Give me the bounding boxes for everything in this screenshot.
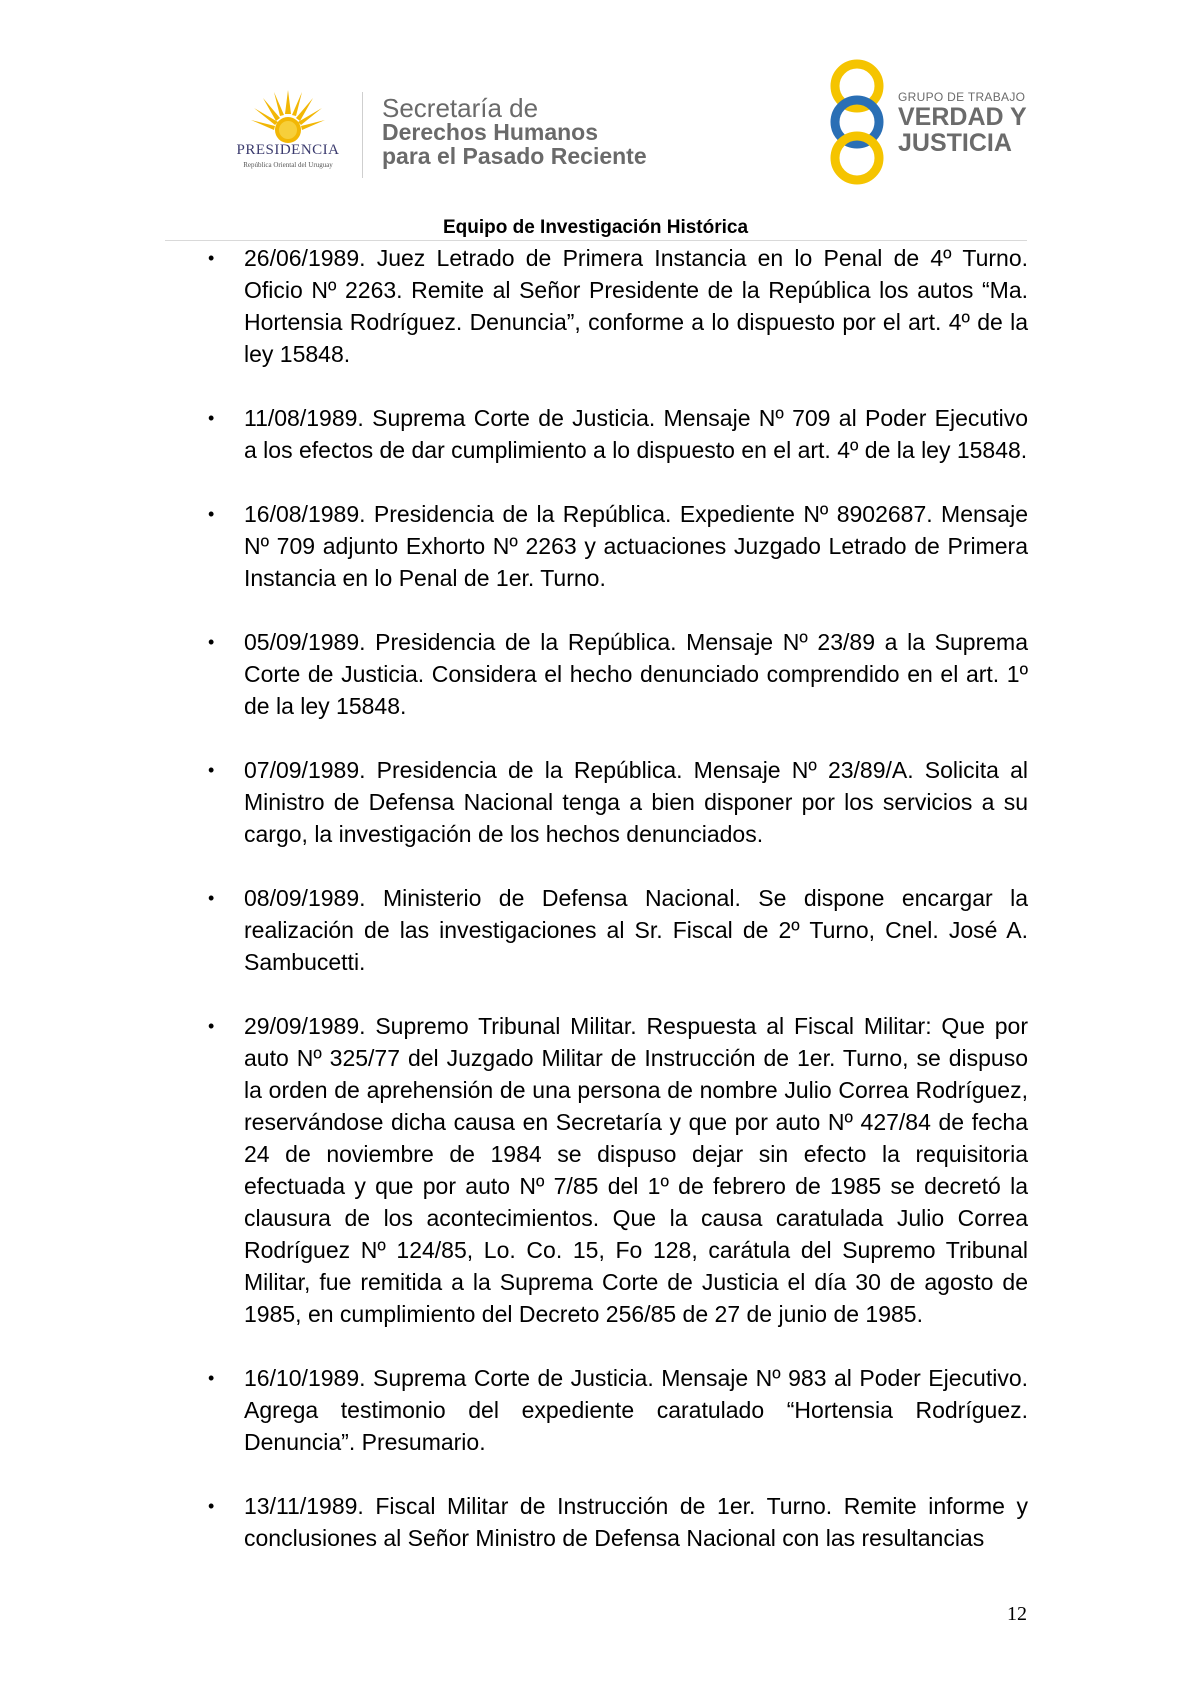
list-item [208,1010,1028,1330]
bullet-icon: • [208,504,215,524]
logo-divider [362,92,363,178]
entry-text: 05/09/1989. Presidencia de la República. Mensaje Nº 23/89 a la Suprema Corte de Justicia. Considera el hecho denunciado comprendido en el art. 1º de la ley 15848. [244,629,1028,719]
secretaria-line2: Derechos Humanos [382,119,599,145]
bullet-icon: • [208,1496,215,1516]
list-item [208,882,1028,978]
list-item [208,402,1028,466]
grupo-trabajo-label: GRUPO DE TRABAJO [898,90,1026,104]
header-rule [165,240,1027,241]
bullet-icon: • [208,760,215,780]
entry-text: 16/10/1989. Suprema Corte de Justicia. Mensaje Nº 983 al Poder Ejecutivo. Agrega testimonio del expediente caratulado “Hortensia Rodríguez. Denuncia”. Presumario. [244,1365,1028,1455]
list-item [208,754,1028,850]
bullet-icon: • [208,888,215,908]
entry-text: 08/09/1989. Ministerio de Defensa Nacional. Se dispone encargar la realización de las investigaciones al Sr. Fiscal de 2º Turno, Cnel. José A. Sambucetti. [244,885,1028,975]
entry-text: 07/09/1989. Presidencia de la República. Mensaje Nº 23/89/A. Solicita al Ministro de Defensa Nacional tenga a bien disponer por los servicios a su cargo, la investigación de los hechos denunciados. [244,757,1028,847]
secretaria-line3: para el Pasado Reciente [382,143,647,169]
entry-text: 11/08/1989. Suprema Corte de Justicia. Mensaje Nº 709 al Poder Ejecutivo a los efectos de dar cumplimiento a lo dispuesto en el art. 4º de la ley 15848. [244,405,1028,463]
list-item [208,1490,1028,1554]
entry-text: 13/11/1989. Fiscal Militar de Instrucción de 1er. Turno. Remite informe y conclusiones al Señor Ministro de Defensa Nacional con las resultancias [244,1493,1028,1551]
list-item [208,498,1028,594]
presidencia-name: PRESIDENCIA [236,142,340,158]
bullet-icon: • [208,1016,215,1036]
list-item [208,1362,1028,1458]
entry-text: 29/09/1989. Supremo Tribunal Militar. Respuesta al Fiscal Militar: Que por auto Nº 325/77 del Juzgado Militar de Instrucción de 1er. Turno, se dispuso la orden de aprehensión de una persona de nombre Julio Correa Rodríguez, reservándose dicha causa en Secretaría y que por auto Nº 427/84 de fecha 24 de noviembre de 1984 se dispuso dejar sin efecto la requisitoria efectuada y que por auto Nº 7/85 del 1º de febrero de 1985 se decretó la clausura de los acontecimientos. Que la causa caratulada Julio Correa Rodríguez Nº 124/85, Lo. Co. 15, Fo 128, carátula del Supremo Tribunal Militar, fue remitida a la Suprema Corte de Justicia el día 30 de agosto de 1985, en cumplimiento del Decreto 256/85 de 27 de junio de 1985. [244,1013,1028,1327]
section-title: Equipo de Investigación Histórica [442,217,749,238]
justicia-label: JUSTICIA [898,129,1012,157]
secretaria-line1: Secretaría de [382,93,539,123]
chronology-list [208,242,1028,1586]
verdad-justicia-logo [822,58,1032,188]
sun-emblem-icon [251,90,325,144]
bullet-icon: • [208,408,215,428]
page-number: 12 [1007,1603,1027,1625]
presidencia-logo [213,90,363,180]
entry-text: 26/06/1989. Juez Letrado de Primera Instancia en lo Penal de 4º Turno. Oficio Nº 2263. Remite al Señor Presidente de la República los autos “Ma. Hortensia Rodríguez. Denuncia”, conforme a lo dispuesto por el art. 4º de la ley 15848. [244,245,1028,367]
bullet-icon: • [208,1368,215,1388]
verdad-justicia-text [898,90,1027,156]
secretaria-logo-text [382,93,647,169]
verdad-label: VERDAD Y [898,103,1027,131]
list-item [208,626,1028,722]
list-item [208,242,1028,370]
bullet-icon: • [208,248,215,268]
interlocking-rings-icon [822,58,892,186]
bullet-icon: • [208,632,215,652]
presidencia-subtitle: República Oriental del Uruguay [243,161,333,169]
entry-text: 16/08/1989. Presidencia de la República. Expediente Nº 8902687. Mensaje Nº 709 adjunto Exhorto Nº 2263 y actuaciones Juzgado Letrado de Primera Instancia en lo Penal de 1er. Turno. [244,501,1028,591]
